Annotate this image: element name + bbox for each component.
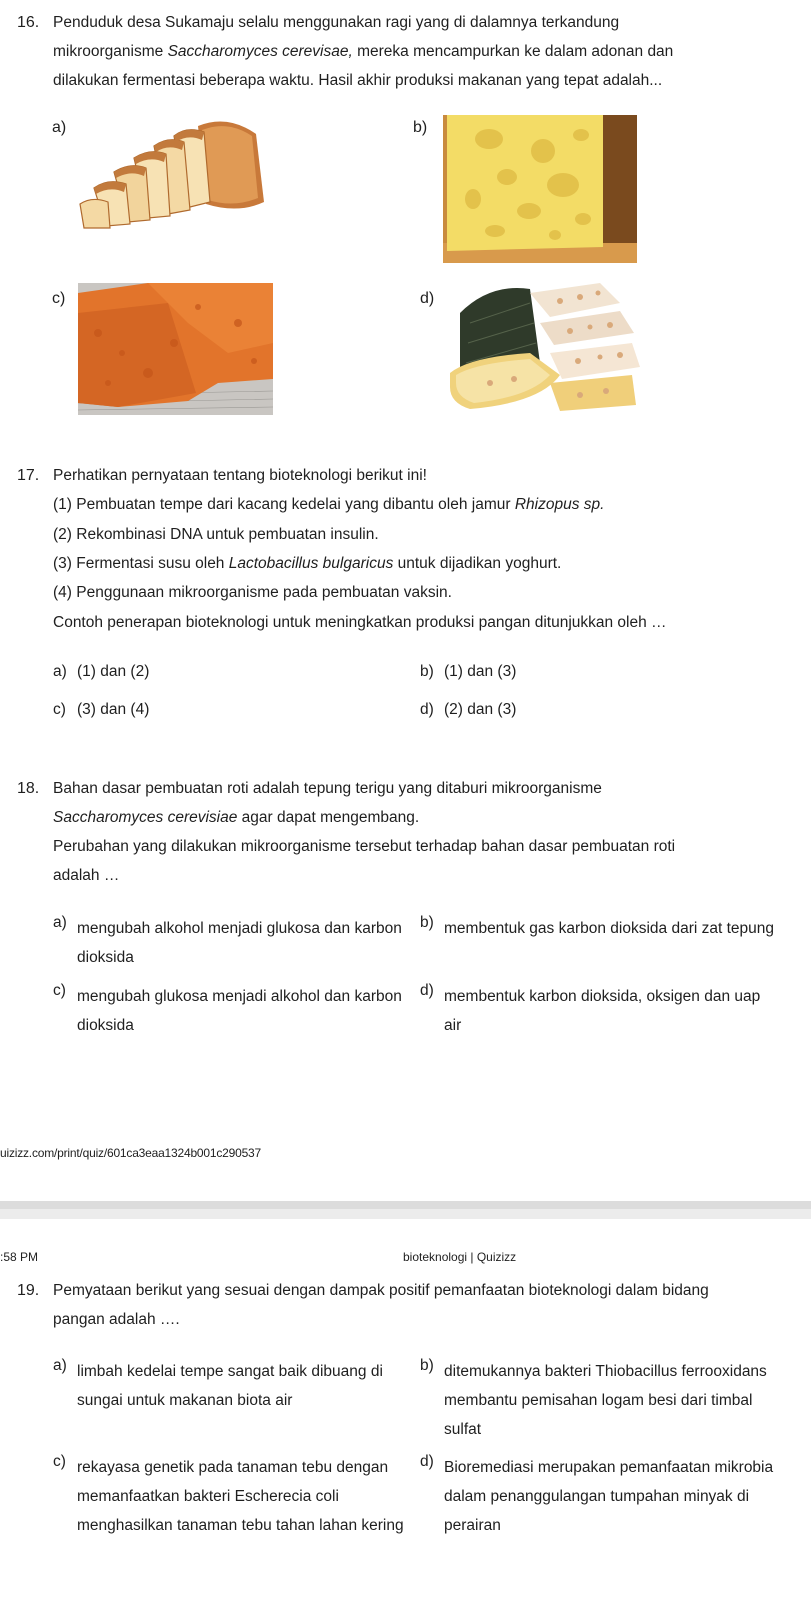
answer-option-d[interactable]: d) (2) dan (3)	[420, 701, 517, 718]
question-text: mikroorganisme Saccharomyces cerevisae, mereka mencampurkan ke dalam adonan dan	[53, 43, 674, 60]
question-number: 18.	[17, 780, 40, 797]
question-text: dilakukan fermentasi beberapa waktu. Hasil akhir produksi makanan yang tepat adalah...	[53, 72, 663, 89]
question-text: Penduduk desa Sukamaju selalu menggunakan ragi yang di dalamnya terkandung	[53, 14, 620, 31]
option-label: b)	[413, 119, 428, 136]
answer-option-c[interactable]: c) mengubah glukosa menjadi alkohol dan karbon dioksida	[53, 982, 402, 1034]
question-prompt: Contoh penerapan bioteknologi untuk meningkatkan produksi pangan ditunjukkan oleh …	[53, 614, 667, 631]
bread-loaf-image	[78, 118, 268, 230]
answer-option-d[interactable]: d) Bioremediasi merupakan pemanfaatan mikrobia dalam penanggulangan tumpahan minyak di perairan	[420, 1453, 774, 1534]
answer-option-d[interactable]: d) membentuk karbon dioksida, oksigen dan uap air	[420, 982, 761, 1034]
page-divider	[0, 1201, 811, 1209]
question-text: adalah …	[53, 867, 120, 884]
question-number: 19.	[17, 1282, 40, 1299]
statement-3: (3) Fermentasi susu oleh Lactobacillus bulgaricus untuk dijadikan yoghurt.	[53, 555, 562, 572]
question-text: pangan adalah ….	[53, 1311, 180, 1328]
page-title: bioteknologi | Quizizz	[403, 1250, 517, 1264]
answer-option-b[interactable]: b) ditemukannya bakteri Thiobacillus ferrooxidans membantu pemisahan logam besi dari timbal sulfat	[420, 1357, 767, 1438]
option-label: a)	[52, 119, 67, 136]
swiss-cheese-image	[443, 115, 637, 263]
page-divider	[0, 1209, 811, 1219]
answer-option-c[interactable]: c) rekayasa genetik pada tanaman tebu dengan memanfaatkan bakteri Escherecia coli menghasilkan tanaman tebu tahan lahan kering	[53, 1453, 404, 1534]
tempeh-image	[450, 283, 644, 418]
question-text: Perhatikan pernyataan tentang bioteknologi berikut ini!	[53, 467, 427, 484]
statement-4: (4) Penggunaan mikroorganisme pada pembuatan vaksin.	[53, 584, 452, 601]
question-text: Bahan dasar pembuatan roti adalah tepung terigu yang ditaburi mikroorganisme	[53, 780, 602, 797]
oncom-image	[78, 283, 273, 415]
statement-1: (1) Pembuatan tempe dari kacang kedelai yang dibantu oleh jamur Rhizopus sp.	[53, 496, 605, 513]
answer-option-b[interactable]: b) (1) dan (3)	[420, 663, 517, 680]
print-url: uizizz.com/print/quiz/601ca3eaa1324b001c290537	[0, 1146, 261, 1160]
option-label: c)	[52, 290, 66, 307]
question-text: Saccharomyces cerevisiae agar dapat mengembang.	[53, 809, 420, 826]
statement-2: (2) Rekombinasi DNA untuk pembuatan insulin.	[53, 526, 379, 543]
print-time: :58 PM	[0, 1250, 39, 1264]
question-text: Perubahan yang dilakukan mikroorganisme tersebut terhadap bahan dasar pembuatan roti	[53, 838, 676, 855]
answer-option-b[interactable]: b) membentuk gas karbon dioksida dari zat tepung	[420, 914, 775, 937]
answer-option-c[interactable]: c) (3) dan (4)	[53, 701, 150, 718]
answer-option-a[interactable]: a) (1) dan (2)	[53, 663, 150, 680]
option-label: d)	[420, 290, 435, 307]
answer-option-a[interactable]: a) limbah kedelai tempe sangat baik dibuang di sungai untuk makanan biota air	[53, 1357, 383, 1409]
question-number: 16.	[17, 14, 40, 31]
answer-option-a[interactable]: a) mengubah alkohol menjadi glukosa dan karbon dioksida	[53, 914, 402, 966]
question-number: 17.	[17, 467, 40, 484]
question-text: Pemyataan berikut yang sesuai dengan dampak positif pemanfaatan bioteknologi dalam bidang	[53, 1282, 709, 1299]
